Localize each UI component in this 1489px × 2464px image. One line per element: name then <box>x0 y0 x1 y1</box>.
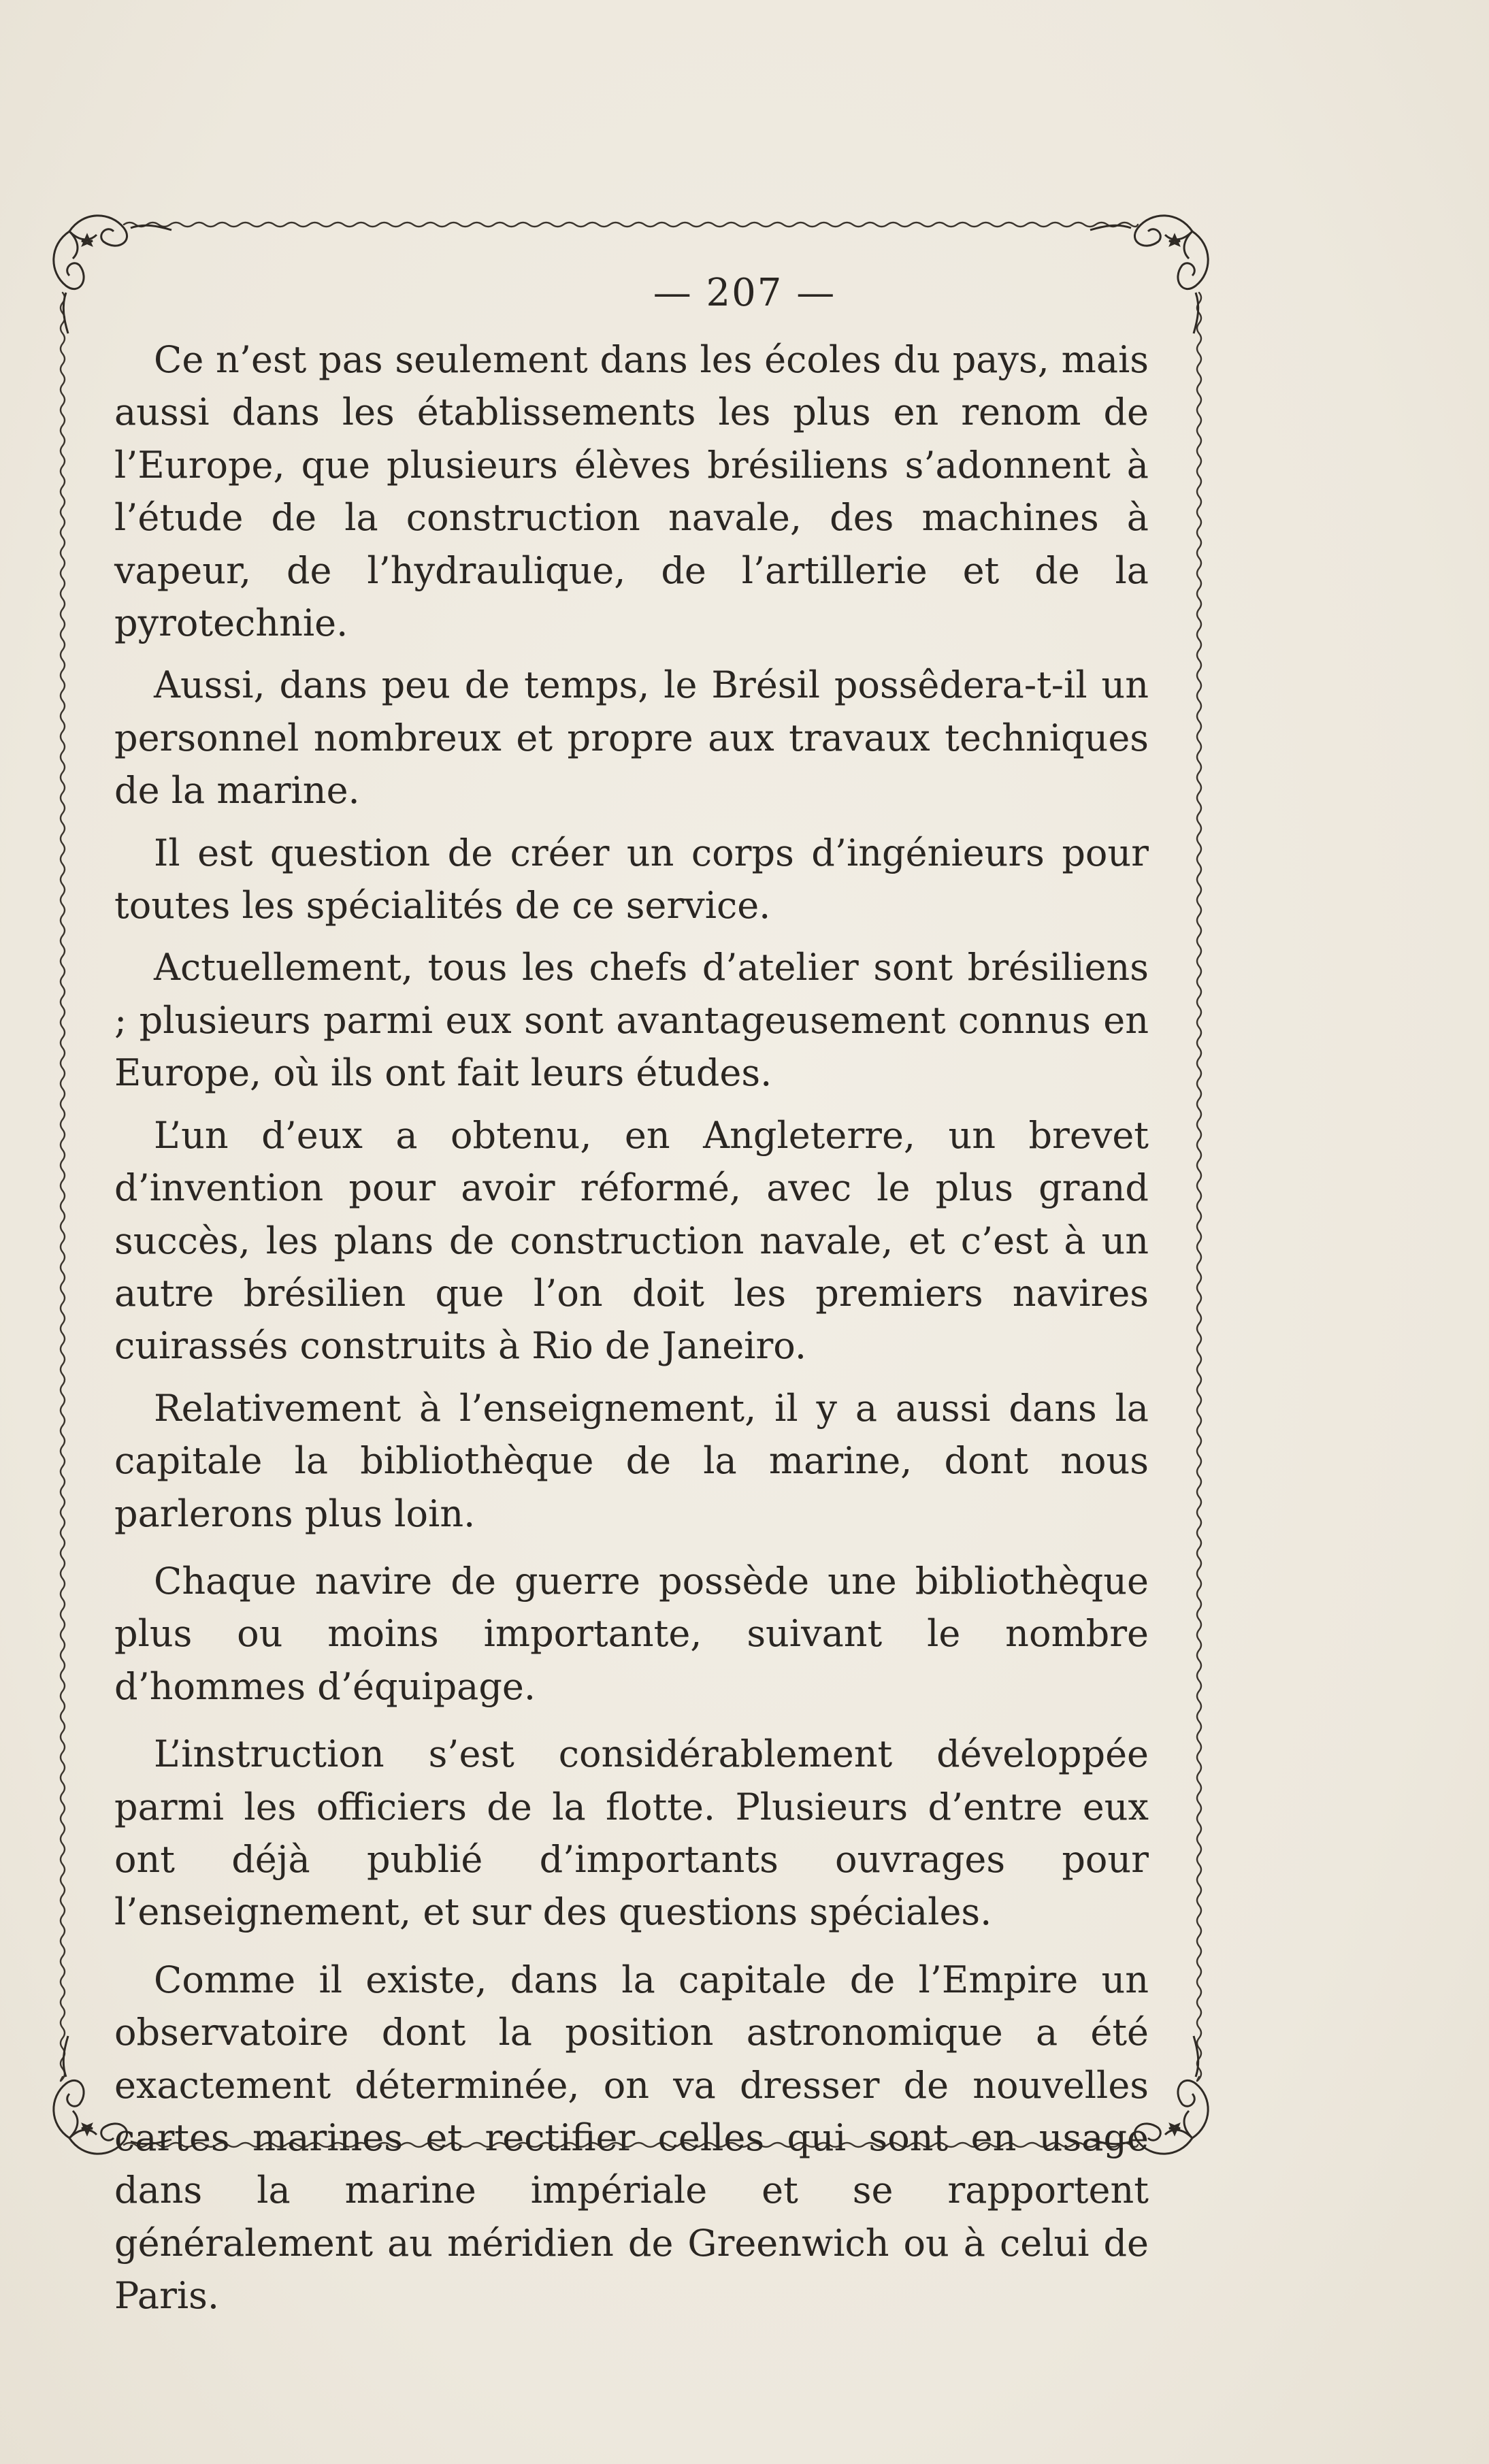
body-text <box>114 333 1149 2322</box>
paragraph: Aussi, dans peu de temps, le Brésil possêdera-t-il un personnel nombreux et propre aux travaux techniques de la marine. <box>114 663 1149 812</box>
paragraph: Actuellement, tous les chefs d’atelier sont brésiliens ; plusieurs parmi eux sont avantageusement connus en Europe, où ils ont fait leurs études. <box>114 946 1149 1095</box>
border-left-line <box>61 293 65 2081</box>
paragraph: L’un d’eux a obtenu, en Angleterre, un brevet d’invention pour avoir réformé, avec le plus grand succès, les plans de construction navale, et c’est à un autre brésilien que l’on doit les premiers navires cuirassés construits à Rio de Janeiro. <box>114 1113 1149 1368</box>
paragraph: L’instruction s’est considérablement développée parmi les officiers de la flotte. Plusieurs d’entre eux ont déjà publié d’importants ouvrages pour l’enseignement, et sur des questions spéciales. <box>114 1732 1149 1934</box>
paragraph: Comme il existe, dans la capitale de l’Empire un observatoire dont la position astronomique a été exactement déterminée, on va dresser de nouvelles cartes marines et rectifier celles qui sont en usage dans la marine impériale et se rapportent généralement au méridien de Greenwich ou à celui de Paris. <box>114 1958 1149 2318</box>
paragraph: Il est question de créer un corps d’ingénieurs pour toutes les spécialités de ce service. <box>114 831 1149 927</box>
border-top-line <box>124 223 1138 227</box>
paragraph: Relativement à l’enseignement, il y a aussi dans la capitale la bibliothèque de la marine, dont nous parlerons plus loin. <box>114 1386 1149 1535</box>
page-number: — 207 — <box>653 271 836 315</box>
paragraph: Chaque navire de guerre possède une bibliothèque plus ou moins importante, suivant le nombre d’hommes d’équipage. <box>114 1559 1149 1708</box>
border-right-line <box>1197 293 1201 2081</box>
paragraph: Ce n’est pas seulement dans les écoles du pays, mais aussi dans les établissements les plus en renom de l’Europe, que plusieurs élèves brésiliens s’adonnent à l’étude de la construction navale, des machines à vapeur, de l’hydraulique, de l’artillerie et de la pyrotechnie. <box>114 338 1149 645</box>
